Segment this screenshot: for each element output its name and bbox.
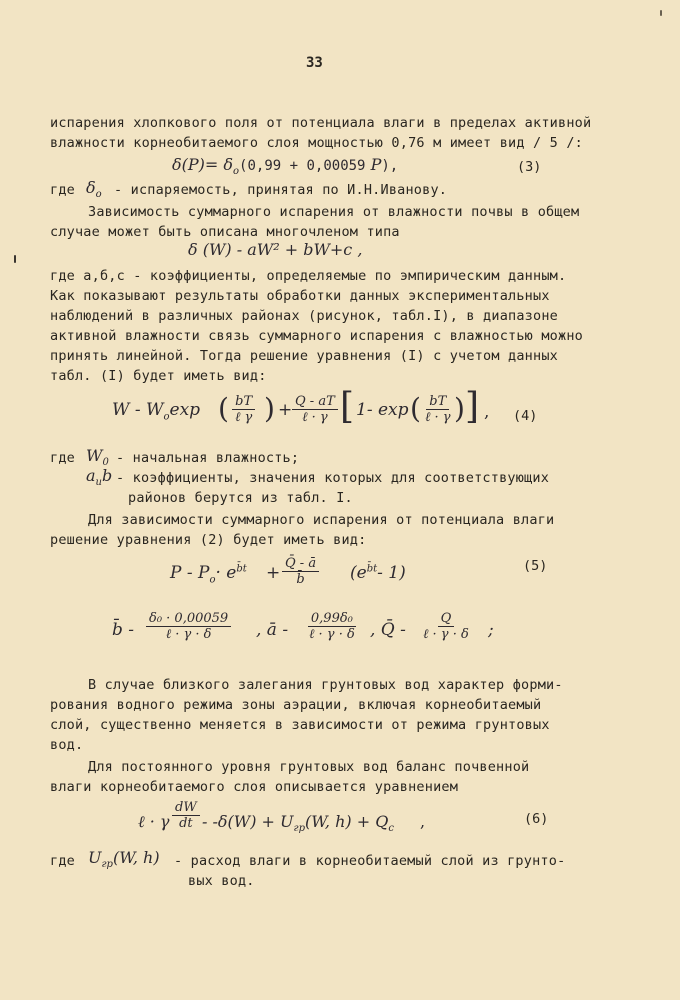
fraction: Q ℓ · γ · δ <box>423 611 469 642</box>
fraction: $\frac{dW}{dt}$ <box>172 800 200 831</box>
text-line: где <box>50 182 75 198</box>
fraction: bT ℓ γ <box>232 394 255 425</box>
text-line: где а,б,с - коэффициенты, определяемые по эмпирическим данным. <box>50 268 567 284</box>
fraction: bT ℓ · γ <box>425 394 451 425</box>
text-line: табл. (I) будет иметь вид: <box>50 368 267 384</box>
text-line: влаги корнеобитаемого слоя описывается уравнением <box>50 779 459 795</box>
text-line: - испаряемость, принятая по И.Н.Иванову. <box>114 182 448 198</box>
formula-3: $\delta(P)= \delta_o(0,99 + 0,00059$ P), <box>172 155 399 178</box>
text-line: где <box>50 853 75 869</box>
equation-number-3: (3) <box>517 159 542 175</box>
text-line: слой, существенно меняется в зависимости от режима грунтовых <box>50 717 550 733</box>
text-line: наблюдений в различных районах (рисунок, табл.I), в диапазоне <box>50 308 558 324</box>
equation-number-4: (4) <box>513 408 538 424</box>
text-line: Для постоянного уровня грунтовых вод баланс почвенной <box>88 759 530 775</box>
text-line: активной влажности связь суммарного испарения с влажностью можно <box>50 328 583 344</box>
fraction: δ₀ · 0,00059 ℓ · γ · δ <box>146 611 231 642</box>
fraction: Q - aT ℓ · γ <box>292 394 338 425</box>
corner-mark <box>660 10 662 16</box>
text-line: принять линейной. Тогда решение уравнения (I) с учетом данных <box>50 348 558 364</box>
text-line: рования водного режима зоны аэрации, включая корнеобитаемый <box>50 697 542 713</box>
symbol-W0: $W_0$ <box>86 446 109 469</box>
document-page: 33 испарения хлопкового поля от потенциала влаги в пределах активной влажности корнеобитаемого слоя мощностью 0,76 м имеет вид / 5 /: $\delta(P)= \delta_o(0,99 + 0,00059$ P), (3) где $\delta_o$ - испаряемость, принятая по И.Н.Иванову. Зависимость суммарного испарения от влажности почвы в общем случае может быть описана многочленом типа δ (W) - aW² + bW+c , где а,б,с - коэффициенты, определяемые по эмпирическим данным. Как показывают результаты обработки данных экспериментальных наблюдений в различных районах (рисунок, табл.I), в диапазоне активной влажности связь суммарного испарения с влажностью можно принять линейной. Тогда решение уравнения (I) с учетом данных табл. (I) будет иметь вид: W - $W_o\exp$ ( bT ℓ γ ) + Q - aT ℓ · γ [ 1- exp ( bT ℓ · γ ) ] , (4) где $W_0$ - начальная влажность; $a_иb$ - коэффициенты, значения которых для соответствующих районов берутся из табл. I. Для зависимости суммарного испарения от потенциала влаги решение уравнения (2) будет иметь вид: $P - P_o\cdot e^{b̄t}$ + $\frac{Q̄ - ā}{b̄}$ ($e^{b̄t}-$ 1) (5) b̄ - δ₀ · 0,00059 ℓ · γ · δ , ā - 0,99δ₀ ℓ · γ · δ , Q̄ - Q ℓ · γ · δ ; В случае близкого залегания грунтовых вод характер форми- рования водного режима зоны аэрации, включая корнеобитаемый слой, существенно меняется в зависимости от режима грунтовых вод. Для постоянного уровня грунтовых вод баланс почвенной влаги корнеобитаемого слоя описывается уравнением ℓ · γ $\frac{dW}{dt}$ - $-\delta(W) + U_{гр}(W$, $h) + Q_c$ , (6) где $U_{гр}(W$, h) - расход влаги в корнеобитаемый слой из грунто- вых вод. <box>0 0 680 1000</box>
text-line: решение уравнения (2) будет иметь вид: <box>50 532 367 548</box>
equation-number-6: (6) <box>524 811 549 827</box>
text-line: Как показывают результаты обработки данных экспериментальных <box>50 288 550 304</box>
text-line: вых вод. <box>188 873 255 889</box>
text-line: - расход влаги в корнеобитаемый слой из грунто- <box>174 853 566 869</box>
text-line: случае может быть описана многочленом типа <box>50 224 400 240</box>
fraction: 0,99δ₀ ℓ · γ · δ <box>309 611 355 642</box>
text-line: испарения хлопкового поля от потенциала влаги в пределах активной <box>50 115 592 131</box>
text-line: В случае близкого залегания грунтовых вод характер форми- <box>88 677 563 693</box>
symbol-a-b: $a_иb$ <box>86 466 113 489</box>
text-line: вод. <box>50 737 84 753</box>
text-line: - начальная влажность; <box>116 450 300 466</box>
page-number: 33 <box>306 55 323 71</box>
text-line: Зависимость суммарного испарения от влажности почвы в общем <box>88 204 580 220</box>
formula-polynomial: δ (W) - aW² + bW+c , <box>188 240 363 259</box>
text-line: районов берутся из табл. I. <box>128 490 353 506</box>
margin-mark <box>14 255 16 263</box>
text-line: Для зависимости суммарного испарения от потенциала влаги <box>88 512 555 528</box>
fraction: $\frac{Q̄ - ā}{b̄}$ <box>282 556 319 587</box>
symbol-delta0: $\delta_o$ <box>86 178 102 201</box>
text-line: - коэффициенты, значения которых для соответствующих <box>116 470 550 486</box>
text-line: влажности корнеобитаемого слоя мощностью 0,76 м имеет вид / 5 /: <box>50 135 583 151</box>
equation-number-5: (5) <box>523 558 548 574</box>
text-line: где <box>50 450 75 466</box>
symbol-ugr: $U_{гр}(W$, h) <box>88 848 160 871</box>
